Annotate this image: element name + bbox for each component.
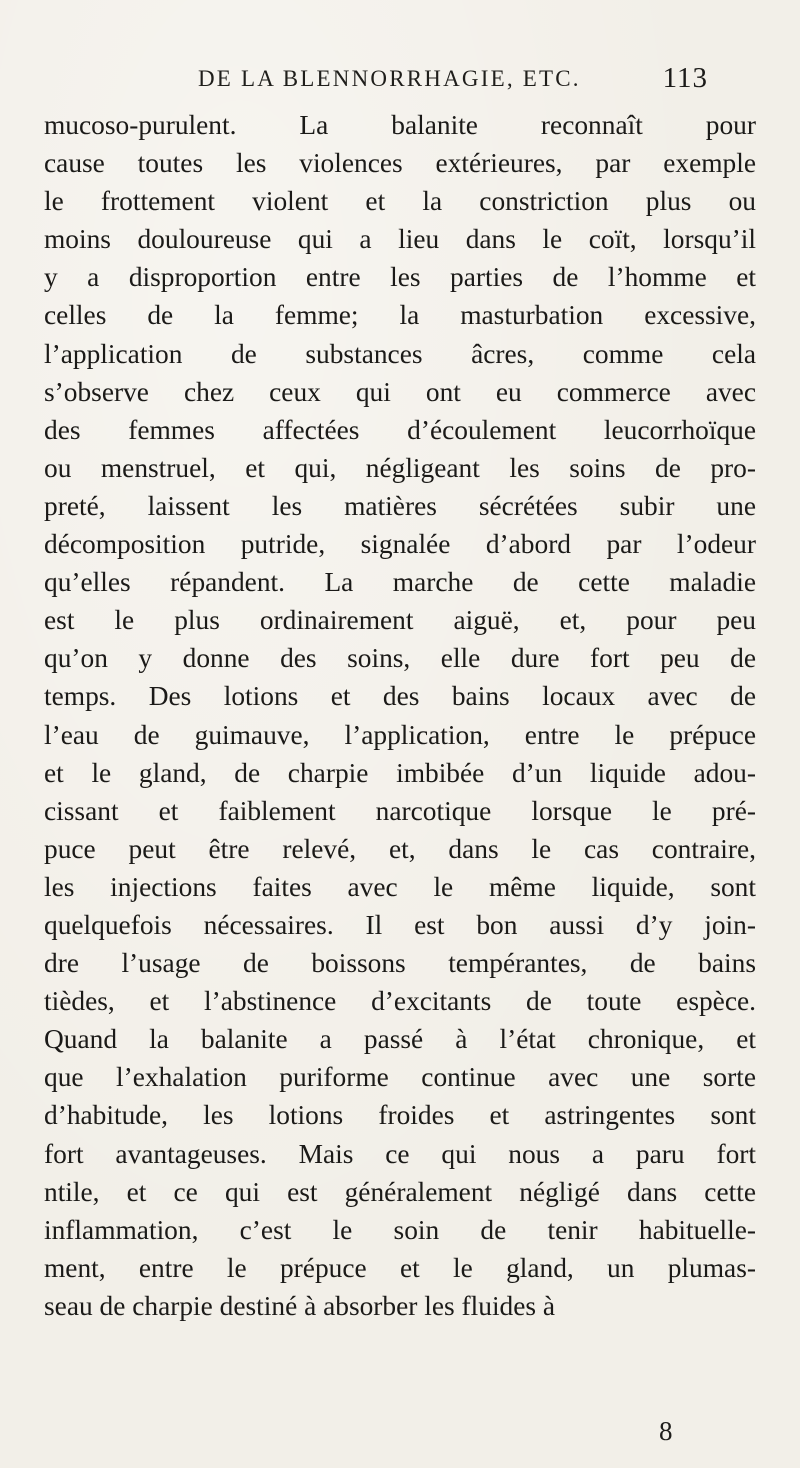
signature-mark: 8 bbox=[659, 1416, 673, 1446]
text-line: y a disproportion entre les parties de l’homme et bbox=[44, 262, 756, 293]
text-line: cause toutes les violences extérieures, par exemple bbox=[44, 148, 756, 179]
text-line: dre l’usage de boissons tempérantes, de bains bbox=[44, 948, 756, 979]
text-line: inflammation, c’est le soin de tenir habituelle- bbox=[44, 1214, 756, 1245]
text-line: mucoso-purulent. La balanite reconnaît pour bbox=[44, 110, 756, 140]
text-line: ou menstruel, et qui, négligeant les soins de pro- bbox=[44, 452, 756, 483]
text-line: l’application de substances âcres, comme cela bbox=[44, 338, 756, 369]
body-text bbox=[44, 106, 756, 1325]
text-line: les injections faites avec le même liquide, sont bbox=[44, 871, 756, 902]
text-line: temps. Des lotions et des bains locaux avec de bbox=[44, 681, 756, 712]
text-line: seau de charpie destiné à absorber les fluides à bbox=[44, 1290, 556, 1321]
text-line: preté, laissent les matières sécrétées subir une bbox=[44, 490, 756, 521]
text-line: Quand la balanite a passé à l’état chronique, et bbox=[44, 1024, 756, 1055]
text-line: et le gland, de charpie imbibée d’un liquide adou- bbox=[44, 757, 756, 788]
text-line: décomposition putride, signalée d’abord par l’odeur bbox=[44, 529, 756, 560]
page-header bbox=[198, 62, 708, 98]
running-title: DE LA BLENNORRHAGIE, ETC. bbox=[198, 66, 581, 91]
text-line: le frottement violent et la constriction plus ou bbox=[44, 186, 756, 217]
text-line: s’observe chez ceux qui ont eu commerce avec bbox=[44, 376, 756, 407]
text-line: que l’exhalation puriforme continue avec une sorte bbox=[44, 1062, 756, 1093]
text-line: d’habitude, les lotions froides et astringentes sont bbox=[44, 1100, 756, 1131]
text-line: qu’on y donne des soins, elle dure fort peu de bbox=[44, 643, 756, 674]
text-line: moins douloureuse qui a lieu dans le coït, lorsqu’il bbox=[44, 224, 756, 255]
text-line: tièdes, et l’abstinence d’excitants de toute espèce. bbox=[44, 986, 756, 1017]
text-line: celles de la femme; la masturbation excessive, bbox=[44, 300, 756, 331]
text-line: ntile, et ce qui est généralement négligé dans cette bbox=[44, 1176, 756, 1207]
text-line: qu’elles répandent. La marche de cette maladie bbox=[44, 567, 756, 598]
text-line: fort avantageuses. Mais ce qui nous a paru fort bbox=[44, 1138, 756, 1169]
text-line: des femmes affectées d’écoulement leucorrhoïque bbox=[44, 414, 756, 445]
text-line: est le plus ordinairement aiguë, et, pour peu bbox=[44, 605, 756, 636]
text-line: quelquefois nécessaires. Il est bon aussi d’y join- bbox=[44, 909, 756, 940]
text-line: cissant et faiblement narcotique lorsque le pré- bbox=[44, 795, 756, 826]
text-line: ment, entre le prépuce et le gland, un plumas- bbox=[44, 1252, 756, 1283]
text-line: puce peut être relevé, et, dans le cas contraire, bbox=[44, 833, 756, 864]
page-number: 113 bbox=[662, 62, 708, 94]
text-line: l’eau de guimauve, l’application, entre le prépuce bbox=[44, 719, 756, 750]
